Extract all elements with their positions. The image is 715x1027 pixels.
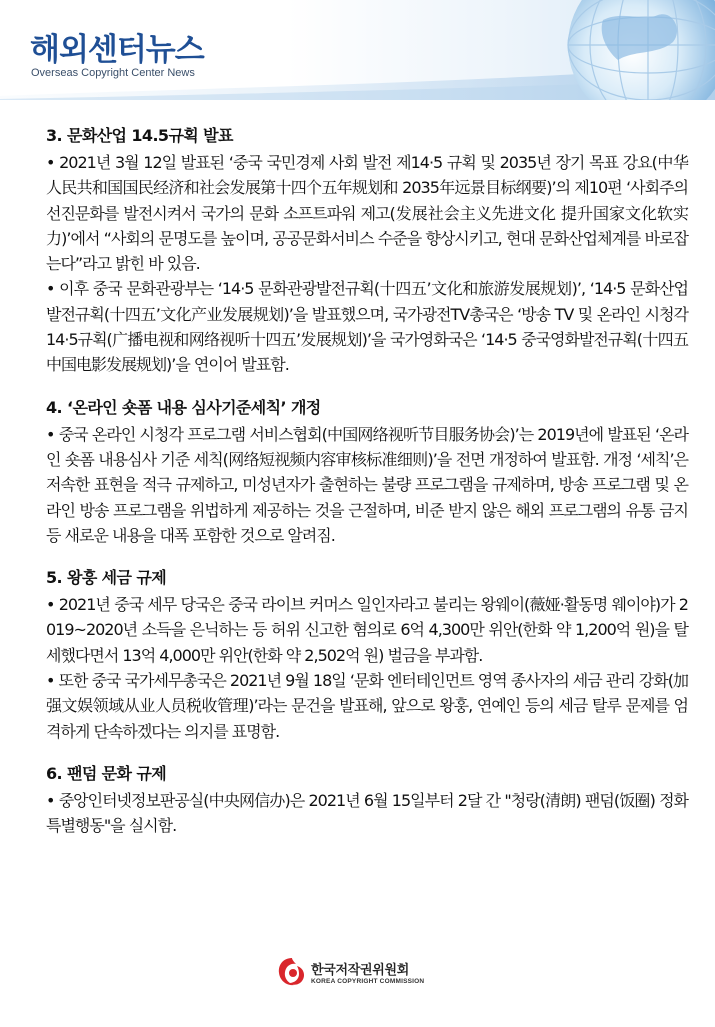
section-title: 3. 문화산업 14.5규획 발표 <box>46 126 233 145</box>
section-paragraph: • 또한 중국 국가세무총국은 2021년 9월 18일 ‘문화 엔터테인먼트 영역 종사자의 세금 관리 강화(加强文娱领域从业人员税收管理)’라는 문건을 발표해, 앞으로 왕훙, 연예인 등의 세금 탈루 문제를 엄격하게 단속하겠다는 의지를 표명함. <box>46 671 688 741</box>
globe-icon <box>563 0 715 100</box>
footer-org-name: 한국저작권위원회 <box>311 963 410 978</box>
section-paragraph: • 중국 온라인 시청각 프로그램 서비스협회(中国网络视听节目服务协会)’는 2019년에 발표된 ‘온라인 숏폼 내용심사 기준 세칙(网络短视频内容审核标准细则)’을 전면 개정하여 발표함. 개정 ‘세칙’은 저속한 표현을 적극 규제하고, 미성년자가 출현하는 불량 프로그램을 규제하며, 방송 프로그램 및 온라인 방송 프로그램을 위법하게 제공하는 것을 근절하며, 비준 받지 않은 해외 프로그램의 유통 금지 등 새로운 내용을 대폭 포함한 것으로 알려짐. <box>46 424 688 545</box>
footer-org-name-en: KOREA COPYRIGHT COMMISSION <box>311 978 425 985</box>
header-title: 해외센터뉴스 <box>30 32 204 68</box>
section-title: 6. 팬덤 문화 규제 <box>46 763 167 783</box>
section-paragraph: • 2021년 중국 세무 당국은 중국 라이브 커머스 일인자라고 불리는 왕웨이(薇娅·활동명 웨이야)가 2019~2020년 소득을 은닉하는 등 허위 신고한 혐의로 6억 4,300만 위안(한화 약 1,200억 원)을 탈세했다면서 13억 4,000만 위안(한화 약 2,502억 원) 벌금을 부과함. <box>46 595 688 665</box>
section-short-video-rules <box>46 396 688 548</box>
page-header <box>0 0 715 100</box>
commission-logo-icon <box>277 956 307 988</box>
section-influencer-tax <box>46 566 688 744</box>
section-title: 5. 왕훙 세금 규제 <box>46 568 167 588</box>
footer-logo-block <box>277 956 447 990</box>
section-title: 4. ‘온라인 숏폼 내용 심사기준세칙’ 개정 <box>46 397 321 417</box>
section-paragraph: • 중앙인터넷정보판공실(中央网信办)은 2021년 6월 15일부터 2달 간 "청랑(清朗) 팬덤(饭圈) 정화 특별행동"을 실시함. <box>46 790 688 836</box>
section-paragraph: • 2021년 3월 12일 발표된 ‘중국 국민경제 사회 발전 제14·5 규획 및 2035년 장기 목표 강요(中华人民共和国国民经济和社会发展第十四个五年规划和 2035年远景目标纲要)’의 제10편 ‘사회주의 선진문화를 발전시켜서 국가의 문화 소프트파워 제고(发展社会主义先进文化 提升国家文化软实力)’에서 “사회의 문명도를 높이며, 공공문화서비스 수준을 향상시키고, 현대 문화산업체계를 바로잡는다”라고 밝힌 바 있음. <box>46 153 688 274</box>
section-fandom-regulation <box>46 762 688 839</box>
section-paragraph: • 이후 중국 문화관광부는 ‘14·5 문화관광발전규획(十四五’文化和旅游发展规划)’, ‘14·5 문화산업발전규획(十四五’文化产业发展规划)’을 발표했으며, 국가광전TV총국은 ‘방송 TV 및 온라인 시청각 14·5규획(广播电视和网络视听十四五’发展规划)’을 국가영화국은 ‘14·5 중국영화발전규획(十四五中国电影发展规划)’을 연이어 발표함. <box>46 279 688 375</box>
section-cultural-industry-plan <box>46 124 688 378</box>
article-body <box>46 124 688 857</box>
header-subtitle: Overseas Copyright Center News <box>31 67 195 79</box>
